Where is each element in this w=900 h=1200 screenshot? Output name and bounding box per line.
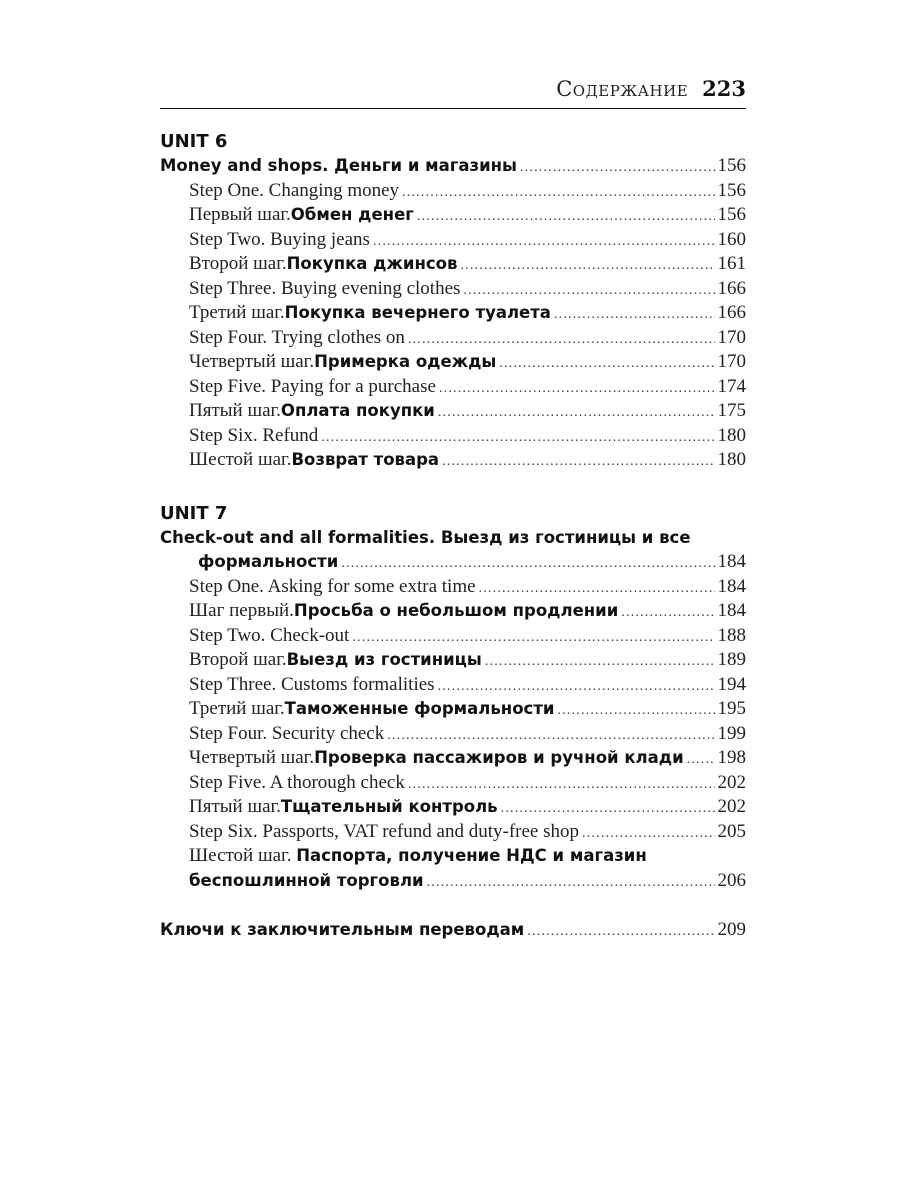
entry-normal-text: Четвертый шаг. <box>189 351 315 372</box>
entry-page: 184 <box>717 575 746 597</box>
unit-7-main-entry-line2[interactable] <box>160 550 746 575</box>
toc-step-entry[interactable] <box>160 448 746 473</box>
entry-normal-text: Второй шаг. <box>189 253 287 274</box>
entry-normal-text: Шестой шаг. <box>189 449 292 470</box>
entry-page: 170 <box>717 351 746 372</box>
entry-page: 206 <box>717 869 746 891</box>
leader-dots <box>442 450 714 475</box>
leader-dots <box>621 601 714 626</box>
unit-7-main-entry-line1[interactable]: Check-out and all formalities. Выезд из гостиницы и все <box>160 527 691 547</box>
leader-dots <box>499 352 714 377</box>
toc-step-entry[interactable] <box>160 697 746 722</box>
unit-7-steps <box>160 575 746 845</box>
entry-page: 166 <box>717 302 746 323</box>
toc-step-entry[interactable] <box>160 746 746 771</box>
leader-dots <box>321 426 714 451</box>
entry-page: 156 <box>717 179 746 201</box>
header-page-number: 223 <box>702 76 746 101</box>
leader-dots <box>373 230 715 255</box>
unit-7-last-entry-line1[interactable] <box>160 844 746 869</box>
toc-step-entry[interactable] <box>160 648 746 673</box>
leader-dots <box>520 156 715 181</box>
entry-bold-text: Обмен денег <box>290 205 414 224</box>
entry-bold-text: Паспорта, получение НДС и магазин <box>296 846 647 865</box>
entry-bold-text: Покупка вечернего туалета <box>284 303 551 322</box>
entry-normal-text: Третий шаг. <box>189 698 285 719</box>
entry-page: 198 <box>717 747 746 768</box>
toc-step-entry[interactable] <box>160 350 746 375</box>
entry-bold-text: Проверка пассажиров и ручной клади <box>314 748 684 767</box>
leader-dots <box>582 822 714 847</box>
entry-title: формальности <box>198 552 339 571</box>
entry-page: 205 <box>717 820 746 842</box>
leader-dots <box>341 552 714 577</box>
entry-page: 195 <box>717 698 746 719</box>
entry-normal-text: Step Four. Trying clothes on <box>189 326 405 348</box>
leader-dots <box>439 377 715 402</box>
entry-bold-text: Оплата покупки <box>280 401 435 420</box>
entry-normal-text: Третий шаг. <box>189 302 285 323</box>
entry-normal-text: Step Four. Security check <box>189 722 385 744</box>
leader-dots <box>417 205 715 230</box>
toc-step-entry[interactable] <box>160 673 746 698</box>
leader-dots <box>427 871 715 896</box>
toc-step-entry[interactable] <box>160 795 746 820</box>
toc-step-entry[interactable] <box>160 575 746 600</box>
toc-step-entry[interactable] <box>160 820 746 845</box>
entry-normal-text: Step Five. A thorough check <box>189 771 405 793</box>
leader-dots <box>438 675 715 700</box>
toc-step-entry[interactable] <box>160 179 746 204</box>
unit-6-heading: UNIT 6 <box>160 131 228 152</box>
unit-6-steps <box>160 179 746 473</box>
contents-page <box>160 76 746 943</box>
entry-bold-text: Возврат товара <box>291 450 440 469</box>
entry-page: 184 <box>717 600 746 621</box>
toc-step-entry[interactable] <box>160 375 746 400</box>
entry-bold-text: Тщательный контроль <box>280 797 498 816</box>
leader-dots <box>352 626 714 651</box>
unit-6-main-entry[interactable] <box>160 154 746 179</box>
entry-normal-text: Шаг первый. <box>189 600 294 621</box>
leader-dots <box>485 650 715 675</box>
entry-bold-text: Примерка одежды <box>314 352 497 371</box>
entry-normal-text: Четвертый шаг. <box>189 747 315 768</box>
leader-dots <box>687 748 715 773</box>
entry-normal-text: Step One. Changing money <box>189 179 400 201</box>
toc-step-entry[interactable] <box>160 252 746 277</box>
entry-page: 180 <box>717 449 746 470</box>
entry-normal-text: Step Six. Passports, VAT refund and duty-free shop <box>189 820 580 842</box>
toc-step-entry[interactable] <box>160 277 746 302</box>
toc-step-entry[interactable] <box>160 624 746 649</box>
entry-bold-text: Просьба о небольшом продлении <box>293 601 619 620</box>
entry-normal-text: Пятый шаг. <box>189 796 281 817</box>
toc-step-entry[interactable] <box>160 771 746 796</box>
leader-dots <box>479 577 715 602</box>
toc-step-entry[interactable] <box>160 722 746 747</box>
header-title: Содержание <box>556 77 689 101</box>
toc-step-entry[interactable] <box>160 301 746 326</box>
entry-bold-text: Таможенные формальности <box>284 699 555 718</box>
entry-bold-text: Выезд из гостиницы <box>286 650 482 669</box>
leader-dots <box>527 920 714 945</box>
leader-dots <box>554 303 715 328</box>
leader-dots <box>460 254 714 279</box>
leader-dots <box>408 773 715 798</box>
leader-dots <box>501 797 715 822</box>
entry-page: 188 <box>717 624 746 646</box>
entry-normal-text: Step Two. Check-out <box>189 624 350 646</box>
toc-step-entry[interactable] <box>160 326 746 351</box>
toc-step-entry[interactable] <box>160 203 746 228</box>
entry-page: 202 <box>717 796 746 817</box>
entry-normal-text: Шестой шаг. <box>189 845 297 866</box>
entry-page: 170 <box>717 326 746 348</box>
entry-page: 161 <box>717 253 746 274</box>
toc-step-entry[interactable] <box>160 424 746 449</box>
entry-bold-text: Покупка джинсов <box>286 254 458 273</box>
keys-entry[interactable] <box>160 918 746 943</box>
entry-normal-text: Первый шаг. <box>189 204 291 225</box>
unit-7-heading: UNIT 7 <box>160 502 228 524</box>
leader-dots <box>402 181 714 206</box>
leader-dots <box>557 699 714 724</box>
leader-dots <box>463 279 714 304</box>
entry-normal-text: Step Three. Buying evening clothes <box>189 277 461 299</box>
entry-page: 189 <box>717 649 746 670</box>
entry-page: 194 <box>717 673 746 695</box>
entry-page: 174 <box>717 375 746 397</box>
entry-title: Money and shops. Деньги и магазины <box>160 156 517 175</box>
entry-page: 156 <box>717 155 746 176</box>
entry-normal-text: Step Six. Refund <box>189 424 319 446</box>
entry-page: 209 <box>717 919 746 940</box>
leader-dots <box>387 724 714 749</box>
entry-page: 180 <box>717 424 746 446</box>
entry-normal-text: Второй шаг. <box>189 649 287 670</box>
entry-bold-text: беспошлинной торговли <box>189 870 424 890</box>
entry-page: 202 <box>717 771 746 793</box>
entry-page: 160 <box>717 228 746 250</box>
entry-normal-text: Step One. Asking for some extra time <box>189 575 476 597</box>
leader-dots <box>408 328 715 353</box>
entry-page: 175 <box>717 400 746 421</box>
entry-title: Ключи к заключительным переводам <box>160 920 525 939</box>
entry-page: 166 <box>717 277 746 299</box>
entry-normal-text: Пятый шаг. <box>189 400 281 421</box>
entry-page: 184 <box>717 551 746 572</box>
entry-page: 199 <box>717 722 746 744</box>
entry-page: 156 <box>717 204 746 225</box>
leader-dots <box>438 401 715 426</box>
entry-normal-text: Step Three. Customs formalities <box>189 673 435 695</box>
running-header <box>160 76 746 109</box>
toc-step-entry[interactable] <box>160 599 746 624</box>
toc-step-entry[interactable] <box>160 399 746 424</box>
unit-7-last-entry-line2[interactable] <box>160 869 746 894</box>
toc-step-entry[interactable] <box>160 228 746 253</box>
entry-normal-text: Step Two. Buying jeans <box>189 228 370 250</box>
entry-normal-text: Step Five. Paying for a purchase <box>189 375 436 397</box>
